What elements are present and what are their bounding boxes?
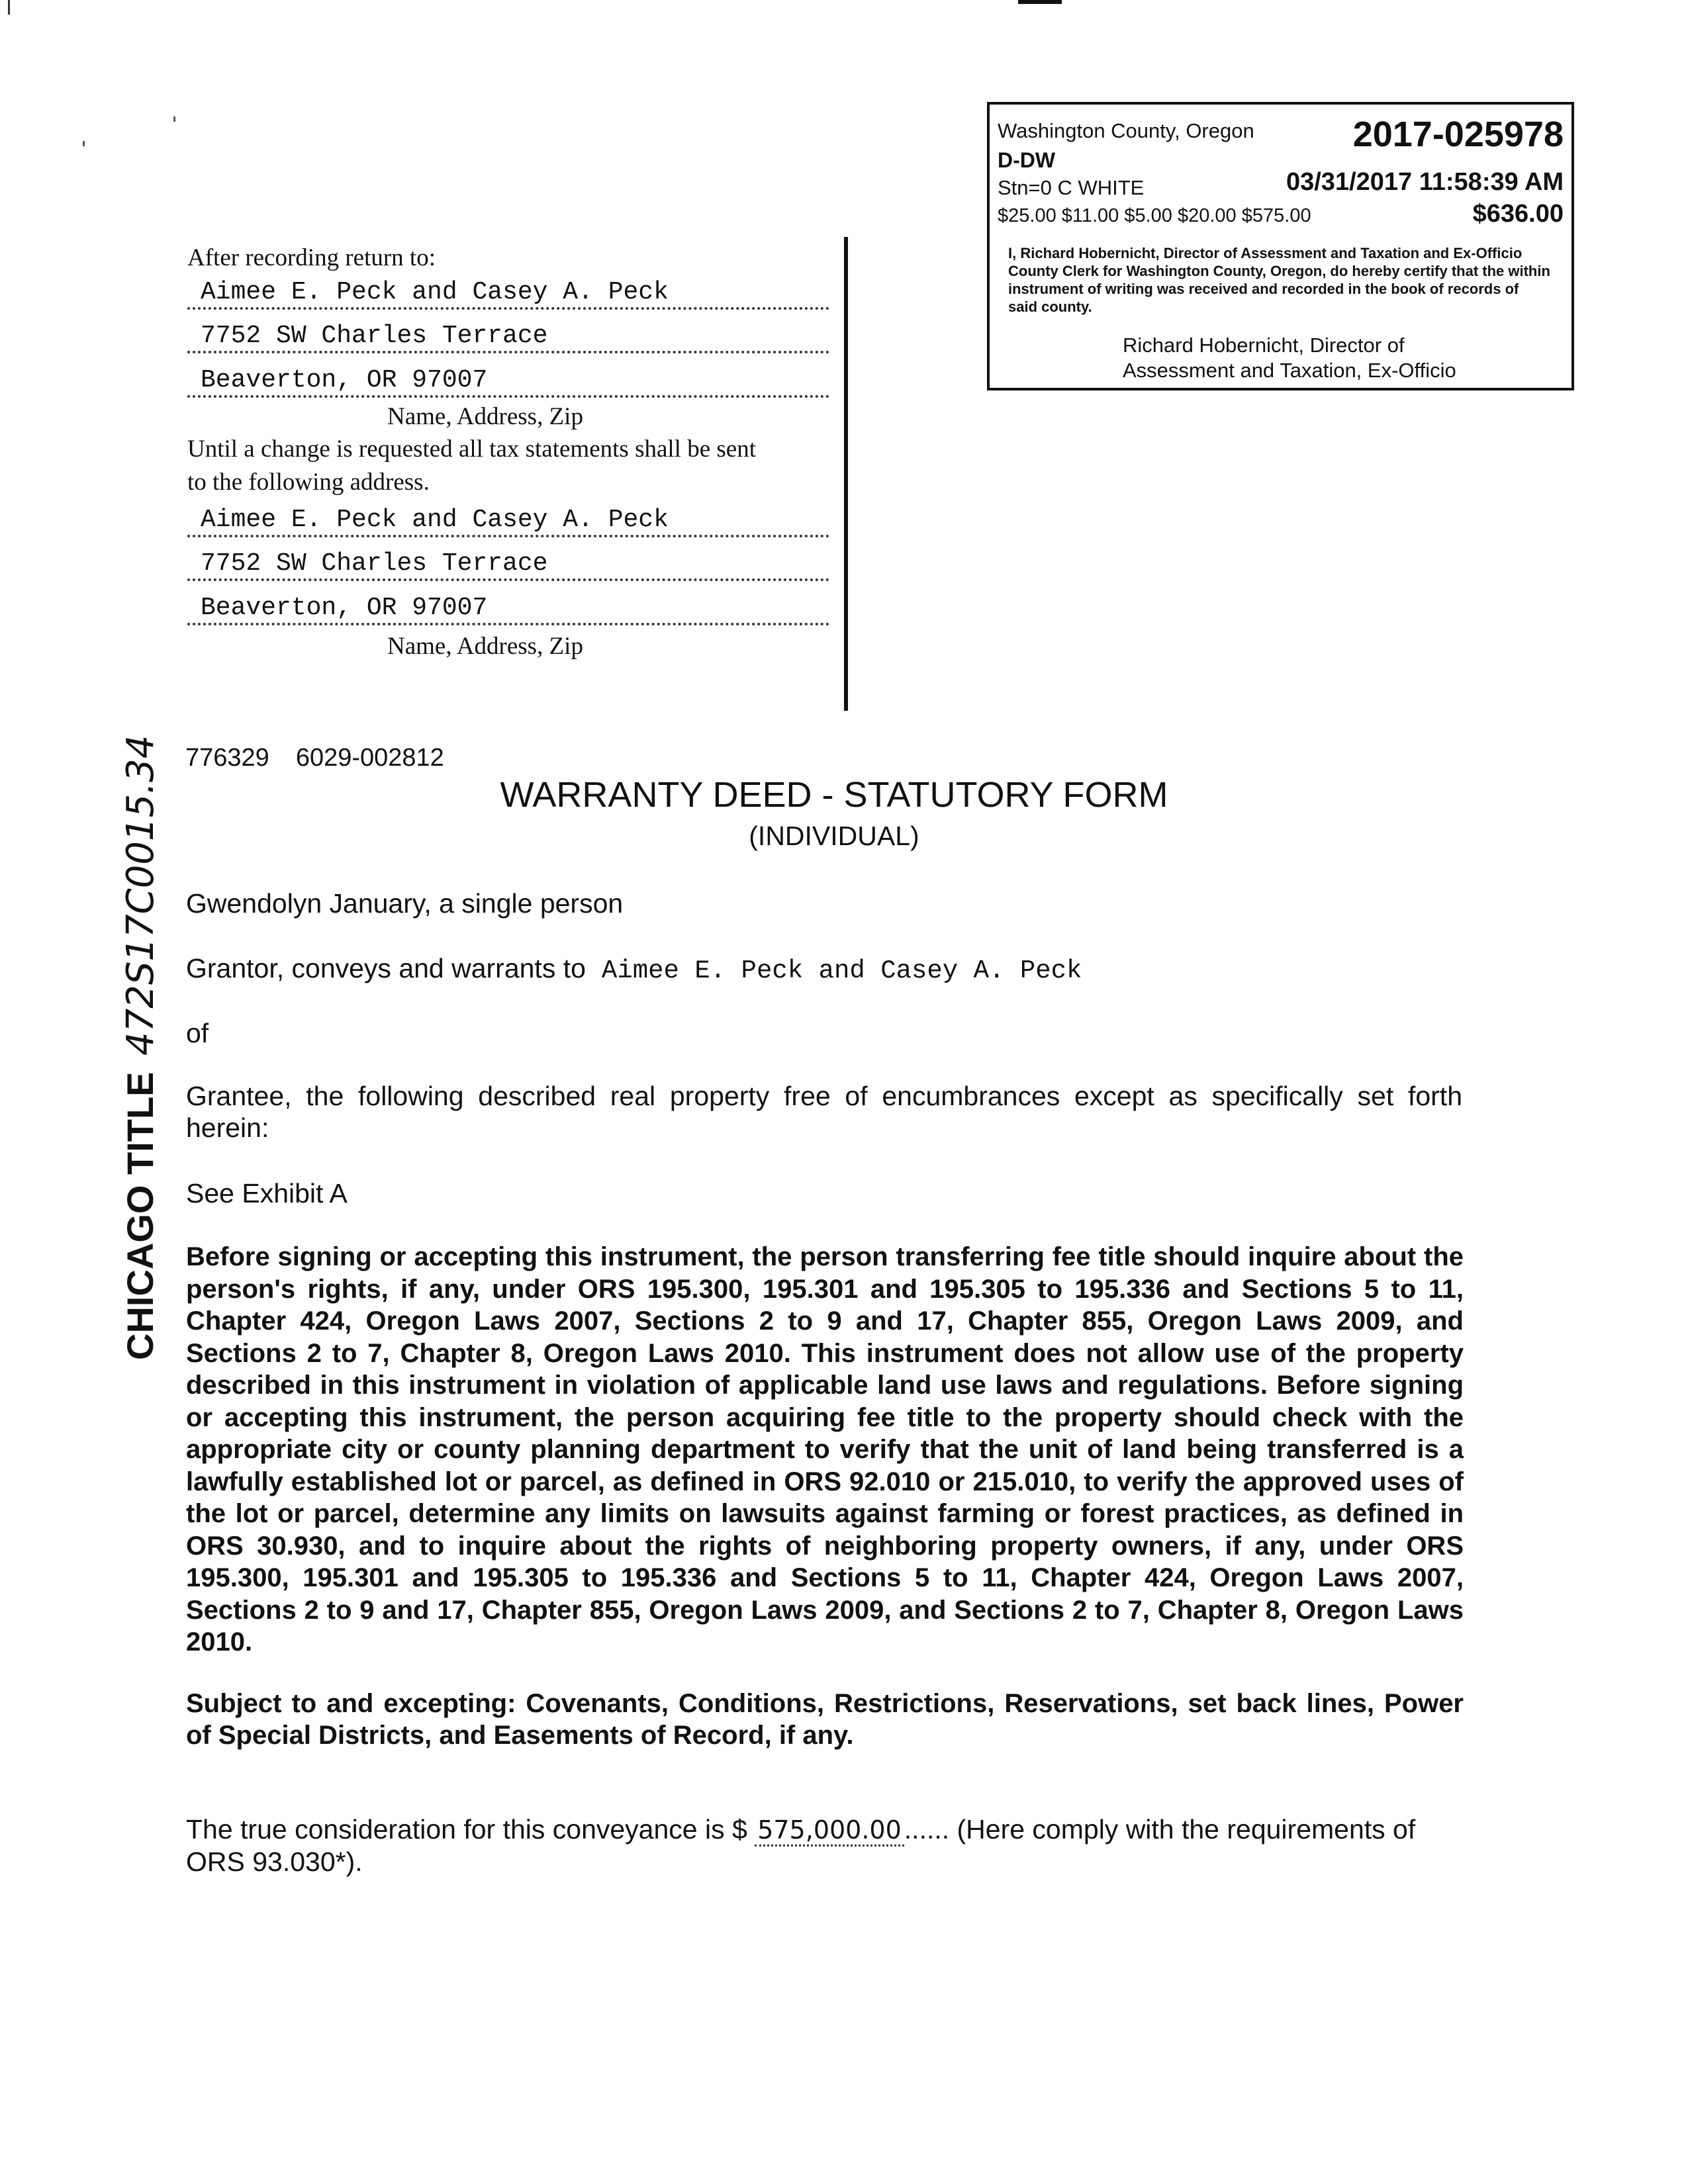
conveys-text: Grantor, conveys and warrants to — [186, 953, 586, 983]
order-numbers — [185, 744, 471, 772]
consideration-prefix: The true consideration for this conveyance is $ — [186, 1814, 747, 1844]
stamp-county: Washington County, Oregon — [998, 119, 1254, 142]
conveyance-line — [186, 953, 1082, 985]
return-city-zip-field: Beaverton, OR 97007 — [187, 363, 829, 398]
title-company-name: CHICAGO TITLE — [119, 1071, 161, 1360]
consideration-statement — [186, 1813, 1464, 1878]
subject-to-clause: Subject to and excepting: Covenants, Conditions, Restrictions, Reservations, set back lines, Power of Special Districts, and Easements of Record, if any. — [186, 1689, 1464, 1750]
stamp-signature-line: Assessment and Taxation, Ex-Officio — [1123, 359, 1456, 382]
exhibit-reference: See Exhibit A — [186, 1178, 348, 1208]
tax-address-field: 7752 SW Charles Terrace — [187, 547, 829, 581]
stamp-doc-code: D-DW — [998, 148, 1056, 172]
scan-mark — [8, 0, 10, 15]
top-edge-mark — [1018, 0, 1062, 4]
deed-subtitle: (INDIVIDUAL) — [749, 821, 919, 851]
consideration-amount: 575,000.00 — [755, 1815, 904, 1846]
return-name-field: Aimee E. Peck and Casey A. Peck — [187, 275, 829, 310]
stamp-station: Stn=0 C WHITE — [998, 176, 1145, 199]
recording-stamp — [987, 102, 1574, 390]
order-number: 776329 — [185, 744, 269, 772]
scan-mark — [83, 141, 85, 146]
stamp-recorded-datetime: 03/31/2017 11:58:39 AM — [1286, 168, 1564, 196]
tax-heading-line1: Until a change is requested all tax statements shall be sent — [187, 435, 756, 463]
return-address-field: 7752 SW Charles Terrace — [187, 319, 829, 353]
stamp-total: $636.00 — [1472, 200, 1564, 228]
return-heading: After recording return to: — [187, 244, 436, 271]
grantee: Aimee E. Peck and Casey A. Peck — [601, 956, 1082, 985]
consideration-suffix: ...... (Here comply with the requirements of ORS 93.030*). — [186, 1814, 1416, 1877]
tax-city-zip-field: Beaverton, OR 97007 — [187, 591, 829, 625]
grantor: Gwendolyn January, a single person — [186, 888, 624, 919]
property-description: Grantee, the following described real property free of encumbrances except as specifically set forth herein: — [186, 1081, 1462, 1143]
return-caption: Name, Address, Zip — [387, 403, 583, 430]
stamp-certification: I, Richard Hobernicht, Director of Assessment and Taxation and Ex-Officio County Clerk for Washington County, Oregon, do hereby certify that the within instrument of writing was received and recorded in the book of records of said county. — [1008, 245, 1550, 315]
of-label: of — [186, 1018, 209, 1048]
deed-title: WARRANTY DEED - STATUTORY FORM — [500, 775, 1168, 815]
tax-name-field: Aimee E. Peck and Casey A. Peck — [187, 503, 829, 537]
stamp-document-number: 2017-025978 — [1352, 114, 1564, 154]
tax-heading-line2: to the following address. — [187, 469, 430, 496]
tax-caption: Name, Address, Zip — [387, 633, 583, 660]
statutory-notice: Before signing or accepting this instrument, the person transferring fee title should inquire about the person's rights, if any, under ORS 195.300, 195.301 and 195.305 to 195.336 and Sections 5 to 11, Chapter 424, Oregon Laws 2007, Sections 2 to 9 and 17, Chapter 855, Oregon Laws 2009, and Sections 2 to 7, Chapter 8, Oregon Laws 2010. This instrument does not allow use of the property described in this instrument in violation of applicable land use laws and regulations. Before signing or accepting this instrument, the person acquiring fee title to the property should check with the appropriate city or county planning department to verify that the unit of land being transferred is a lawfully established lot or parcel, as defined in ORS 92.010 or 215.010, to verify the approved uses of the lot or parcel, determine any limits on lawsuits against farming or forest practices, as defined in ORS 30.930, and to inquire about the rights of neighboring property owners, if any, under ORS 195.300, 195.301 and 195.305 to 195.336 and Sections 5 to 11, Chapter 424, Oregon Laws 2007, Sections 2 to 9 and 17, Chapter 855, Oregon Laws 2009, and Sections 2 to 7, Chapter 8, Oregon Laws 2010. — [186, 1242, 1464, 1657]
scan-mark — [173, 116, 175, 122]
handwritten-tax-lot: 472S17C0015.34 — [119, 735, 162, 1056]
stamp-fees: $25.00 $11.00 $5.00 $20.00 $575.00 — [998, 205, 1311, 226]
block-divider — [844, 237, 848, 711]
escrow-number: 6029-002812 — [295, 744, 444, 772]
stamp-signature-line: Richard Hobernicht, Director of — [1123, 334, 1405, 357]
